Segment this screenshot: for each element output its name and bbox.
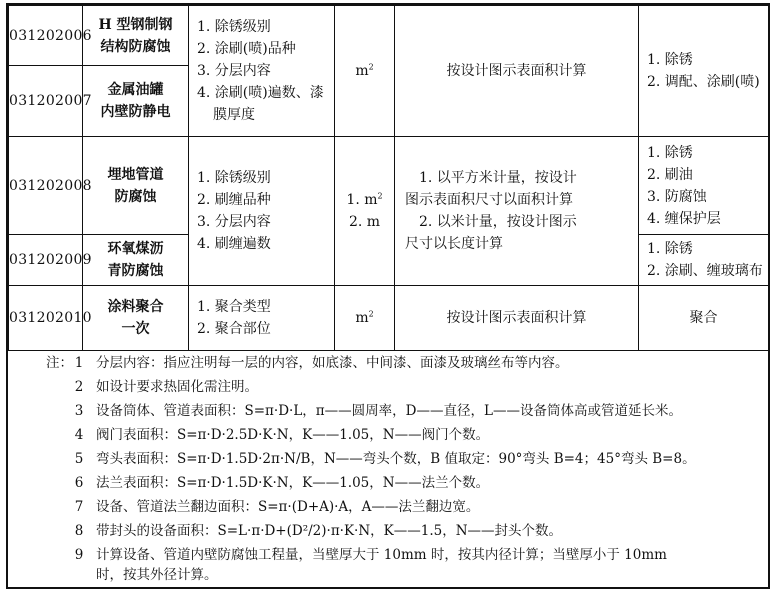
item-code: 031202006 bbox=[9, 6, 83, 66]
quantity-rule: 1. 以平方米计量，按设计 图示表面积尺寸以面积计算 2. 以米计量，按设计图示 尺寸以长度计算 bbox=[395, 137, 639, 286]
work-content: 聚合 bbox=[639, 286, 769, 351]
item-name: 埋地管道 防腐蚀 bbox=[83, 137, 189, 235]
spec-table bbox=[8, 5, 769, 351]
item-name: 涂料聚合 一次 bbox=[83, 286, 189, 351]
item-name: H 型钢制钢 结构防腐蚀 bbox=[83, 6, 189, 66]
document-page: 031202006 H 型钢制钢 结构防腐蚀 1. 除锈级别 2. 涂刷(喷)品种 3. 分层内容 4. 涂刷(喷)遍数、漆 膜厚度 $m^2$ 按设计图示表面积计算 1. 除锈 2. 调配、涂刷(喷) 031202007 金属油罐 内壁防静电 031202008 埋地管道 防腐蚀 1. 除锈级别 2. 刷缠品种 3. 分层内容 4. 刷缠遍数 1. $m^2$ 2. m 1. 以平方米计量，按设计 图示表面积尺寸以面积计算 2. 以米计量，按设计图示 尺寸以长度计算 1. 除锈 2. 刷油 3. 防腐蚀 4. 缠保护层 031202009 环氧煤沥 青防腐蚀 1. 除锈 2. 涂刷、缠玻璃布 031202010 涂料聚合 一次 1. 聚合类型 2. 聚合部位 $m^2$ 按设计图示表面积计算 聚合 注： 1 分层内容：指应注明每一层的内容，如底漆、中间漆、面漆及玻璃丝布等内容。 2 如设计要求热固化需注明。 3 设备筒体、管道表面积：S=π·D·L，π——圆周率，D——直径，L——设备筒体高或管道延长米。 4 阀门表面积：S=π·D·2.5D·K·N，K——1.05，N——阀门个数。 5 弯头表面积：S=π·D·1.5D·2π·N/B，N——弯头个数，B 值取定：90°弯头 B=4；45°弯头 B=8。 6 法兰表面积：S=π·D·1.5D·K·N，K——1.05，N——法兰个数。 7 设备、管道法兰翻边面积：S=π·(D+A)·A，A——法兰翻边宽。 8 带封头的设备面积：S=L·π·D+(D²/2)·π·K·N，K——1.5，N——封头个数。 9 计算设备、管道内壁防腐蚀工程量，当壁厚大于 10mm 时，按其内径计算；当壁厚小于 10mm 时，按其外径计算。 bbox=[6, 3, 770, 589]
item-features: 1. 除锈级别 2. 涂刷(喷)品种 3. 分层内容 4. 涂刷(喷)遍数、漆 膜厚度 bbox=[189, 6, 335, 137]
table-row bbox=[9, 286, 769, 351]
item-code: 031202010 bbox=[9, 286, 83, 351]
item-name: 金属油罐 内壁防静电 bbox=[83, 66, 189, 137]
work-content: 1. 除锈 2. 涂刷、缠玻璃布 bbox=[639, 235, 769, 286]
work-content: 1. 除锈 2. 刷油 3. 防腐蚀 4. 缠保护层 bbox=[639, 137, 769, 235]
work-content: 1. 除锈 2. 调配、涂刷(喷) bbox=[639, 6, 769, 137]
measure-unit: $m^2$ bbox=[335, 286, 395, 351]
item-name: 环氧煤沥 青防腐蚀 bbox=[83, 235, 189, 286]
notes-label: 注： bbox=[46, 355, 73, 371]
item-features: 1. 聚合类型 2. 聚合部位 bbox=[189, 286, 335, 351]
item-features: 1. 除锈级别 2. 刷缠品种 3. 分层内容 4. 刷缠遍数 bbox=[189, 137, 335, 286]
table-row bbox=[9, 137, 769, 235]
quantity-rule: 按设计图示表面积计算 bbox=[395, 6, 639, 137]
item-code: 031202007 bbox=[9, 66, 83, 137]
item-code: 031202009 bbox=[9, 235, 83, 286]
measure-unit: 1. $m^2$ 2. m bbox=[335, 137, 395, 286]
table-row bbox=[9, 6, 769, 66]
quantity-rule: 按设计图示表面积计算 bbox=[395, 286, 639, 351]
measure-unit: $m^2$ bbox=[335, 6, 395, 137]
item-code: 031202008 bbox=[9, 137, 83, 235]
